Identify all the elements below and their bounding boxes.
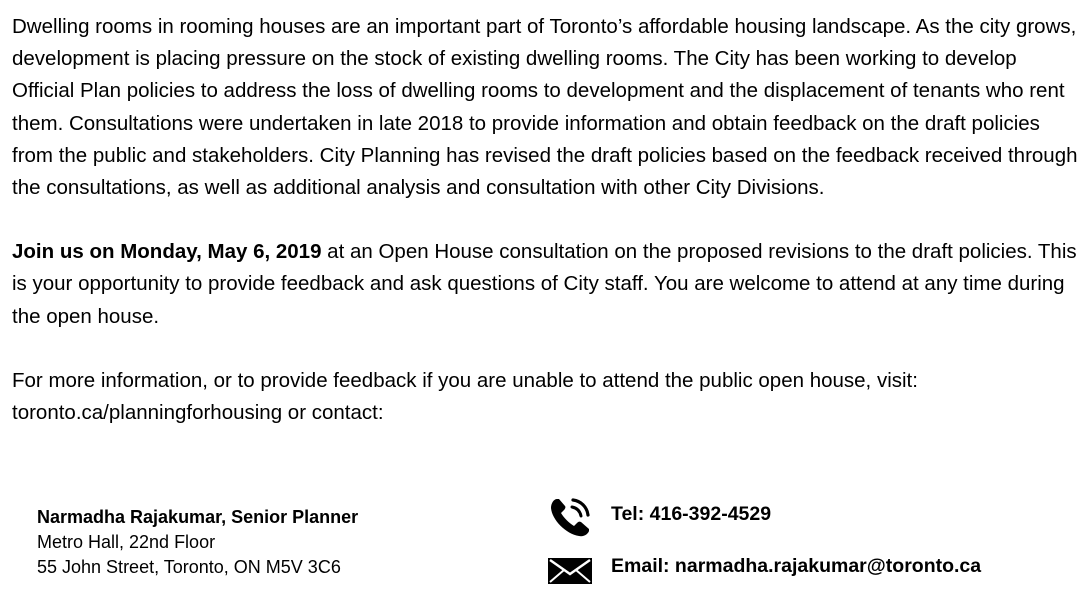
- address-line-1: Metro Hall, 22nd Floor: [37, 532, 216, 552]
- event-details: at an Open House consultation on the proposed revisions to the draft policies. This is your opportunity to provide feedback and ask questions of City staff. You are welcome to attend at any time during the open house.: [12, 240, 1077, 328]
- event-paragraph: [12, 236, 1084, 333]
- telephone-text: Tel: 416-392-4529: [611, 503, 772, 525]
- paragraph-spacer: [12, 333, 1084, 365]
- paragraph-spacer: [12, 204, 1084, 236]
- email-text: Email: narmadha.rajakumar@toronto.ca: [611, 555, 982, 577]
- address-line-2: 55 John Street, Toronto, ON M5V 3C6: [37, 557, 341, 577]
- more-info-paragraph: For more information, or to provide feedback if you are unable to attend the public open house, visit: toronto.ca/planningforhousing or contact:: [12, 368, 918, 425]
- intro-paragraph: Dwelling rooms in rooming houses are an important part of Toronto’s affordable housing landscape. As the city grows, development is placing pressure on the stock of existing dwelling rooms. The City has been working to develop Official Plan policies to address the loss of dwelling rooms to development and the displacement of tenants who rent them. Consultations were undertaken in late 2018 to provide information and obtain feedback on the draft policies from the public and stakeholders. City Planning has revised the draft policies based on the feedback received through the consultations, as well as additional analysis and consultation with other City Divisions.: [12, 15, 1078, 200]
- phone-icon: [548, 496, 592, 540]
- notice-body: [12, 11, 1084, 429]
- envelope-icon: [548, 558, 592, 584]
- contact-address-block: [37, 505, 358, 580]
- event-date-lead: Join us on Monday, May 6, 2019: [12, 240, 322, 264]
- contact-name: Narmadha Rajakumar, Senior Planner: [37, 507, 359, 527]
